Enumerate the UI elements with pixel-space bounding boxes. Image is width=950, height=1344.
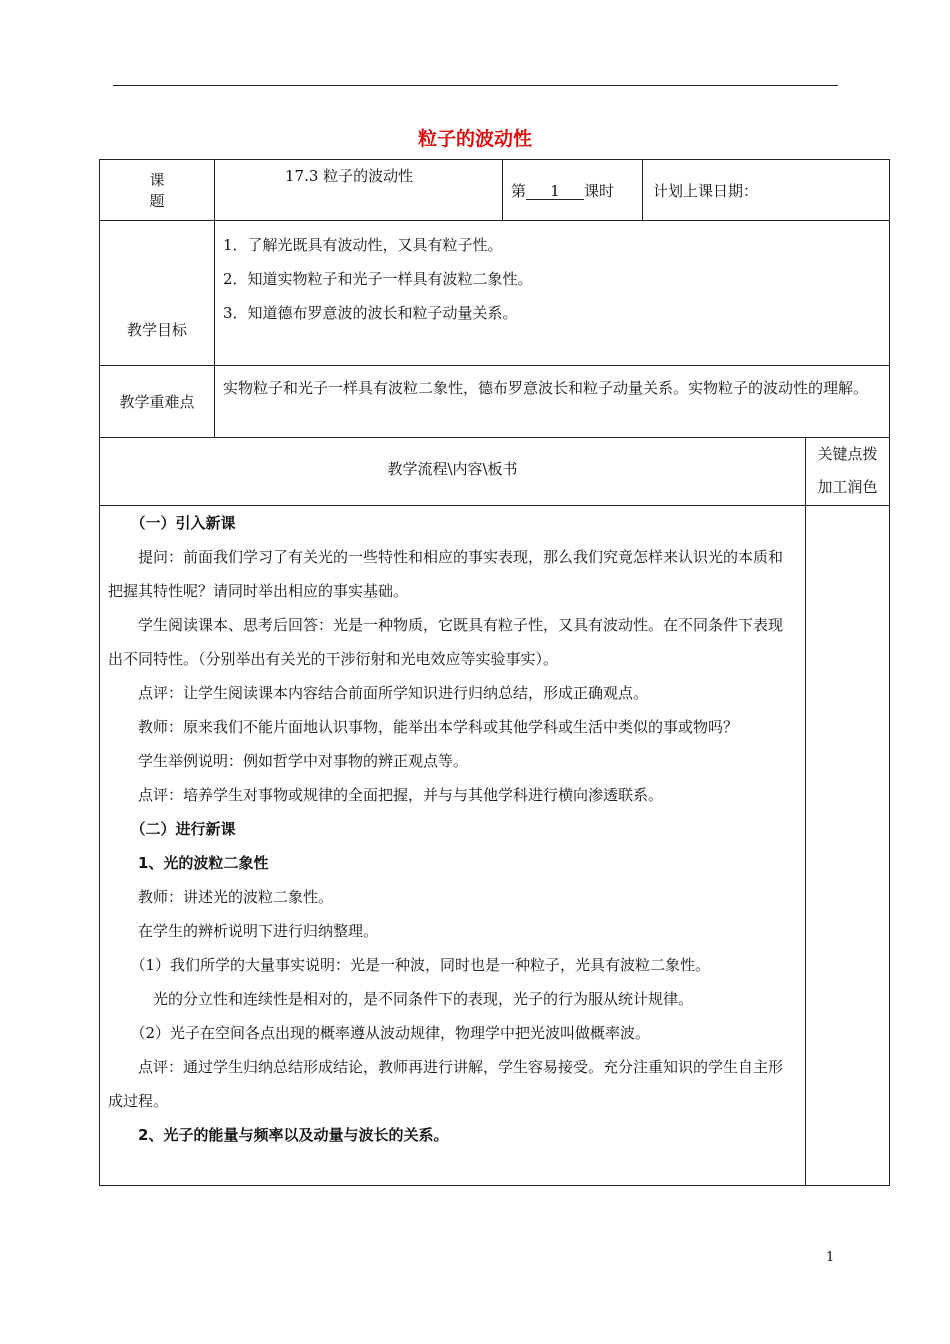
side-header-line: 加工润色	[817, 478, 878, 496]
paragraph: 教师：原来我们不能片面地认识事物，能举出本学科或其他学科或生活中类似的事或物吗？	[138, 718, 739, 736]
goals-list	[215, 221, 890, 366]
period-value: 1	[526, 184, 584, 200]
paragraph: 学生举例说明：例如哲学中对事物的辨正观点等。	[138, 752, 469, 770]
goals-row	[100, 221, 890, 366]
topic-label-cell	[100, 160, 215, 221]
paragraph: 点评：培养学生对事物或规律的全面把握，并与与其他学科进行横向渗透联系。	[138, 786, 664, 804]
planned-date-label: 计划上课日期：	[643, 160, 890, 221]
goal-item: 2．知道实物粒子和光子一样具有波粒二象性。	[223, 270, 533, 288]
lesson-plan-table	[99, 159, 890, 1186]
goals-label: 教学目标	[100, 221, 215, 366]
header-rule	[113, 85, 838, 86]
topic-label: 课题	[149, 171, 201, 210]
period-prefix: 第	[511, 181, 527, 200]
flow-header: 教学流程\内容\板书	[100, 438, 806, 506]
paragraph: 教师：讲述光的波粒二象性。	[138, 888, 334, 906]
paragraph: 点评：让学生阅读课本内容结合前面所学知识进行归纳总结，形成正确观点。	[138, 684, 649, 702]
content-row	[100, 506, 890, 1186]
key-points-row	[100, 366, 890, 438]
side-header-line: 关键点拨	[817, 445, 878, 463]
key-points-label: 教学重难点	[100, 366, 215, 438]
paragraph: 提问：前面我们学习了有关光的一些特性和相应的事实表现，那么我们究竟怎样来认识光的本质和把握其特性呢？请同时举出相应的事实基础。	[108, 548, 784, 600]
side-notes-cell	[806, 506, 890, 1186]
key-points-text: 实物粒子和光子一样具有波粒二象性，德布罗意波长和粒子动量关系。实物粒子的波动性的理解。	[215, 366, 890, 438]
paragraph: 在学生的辨析说明下进行归纳整理。	[138, 922, 379, 940]
paragraph: 学生阅读课本、思考后回答：光是一种物质，它既具有粒子性，又具有波动性。在不同条件下表现出不同特性。（分别举出有关光的干涉衍射和光电效应等实验事实）。	[108, 616, 784, 668]
side-header	[806, 438, 890, 506]
paragraph: 点评：通过学生归纳总结形成结论，教师再进行讲解，学生容易接受。充分注重知识的学生自主形成过程。	[108, 1058, 784, 1110]
paragraph: （1）我们所学的大量事实说明：光是一种波，同时也是一种粒子，光具有波粒二象性。	[130, 956, 711, 974]
subsection-heading: 1、光的波粒二象性	[138, 854, 269, 872]
period-suffix: 课时	[584, 181, 615, 200]
topic-value: 17.3 粒子的波动性	[215, 160, 503, 221]
goal-item: 3．知道德布罗意波的波长和粒子动量关系。	[223, 304, 518, 322]
flow-header-row	[100, 438, 890, 506]
paragraph: 光的分立性和连续性是相对的，是不同条件下的表现，光子的行为服从统计规律。	[153, 990, 694, 1008]
subsection-heading: 2、光子的能量与频率以及动量与波长的关系。	[138, 1126, 449, 1144]
goal-item: 1．了解光既具有波动性，又具有粒子性。	[223, 236, 503, 254]
topic-row	[100, 160, 890, 221]
paragraph: （2）光子在空间各点出现的概率遵从波动规律，物理学中把光波叫做概率波。	[130, 1024, 651, 1042]
document-title: 粒子的波动性	[417, 128, 532, 150]
page-number: 1	[826, 1250, 835, 1265]
section-heading: （一）引入新课	[130, 514, 236, 532]
section-heading: （二）进行新课	[130, 820, 236, 838]
period-cell	[503, 160, 643, 221]
lesson-content	[100, 506, 806, 1186]
